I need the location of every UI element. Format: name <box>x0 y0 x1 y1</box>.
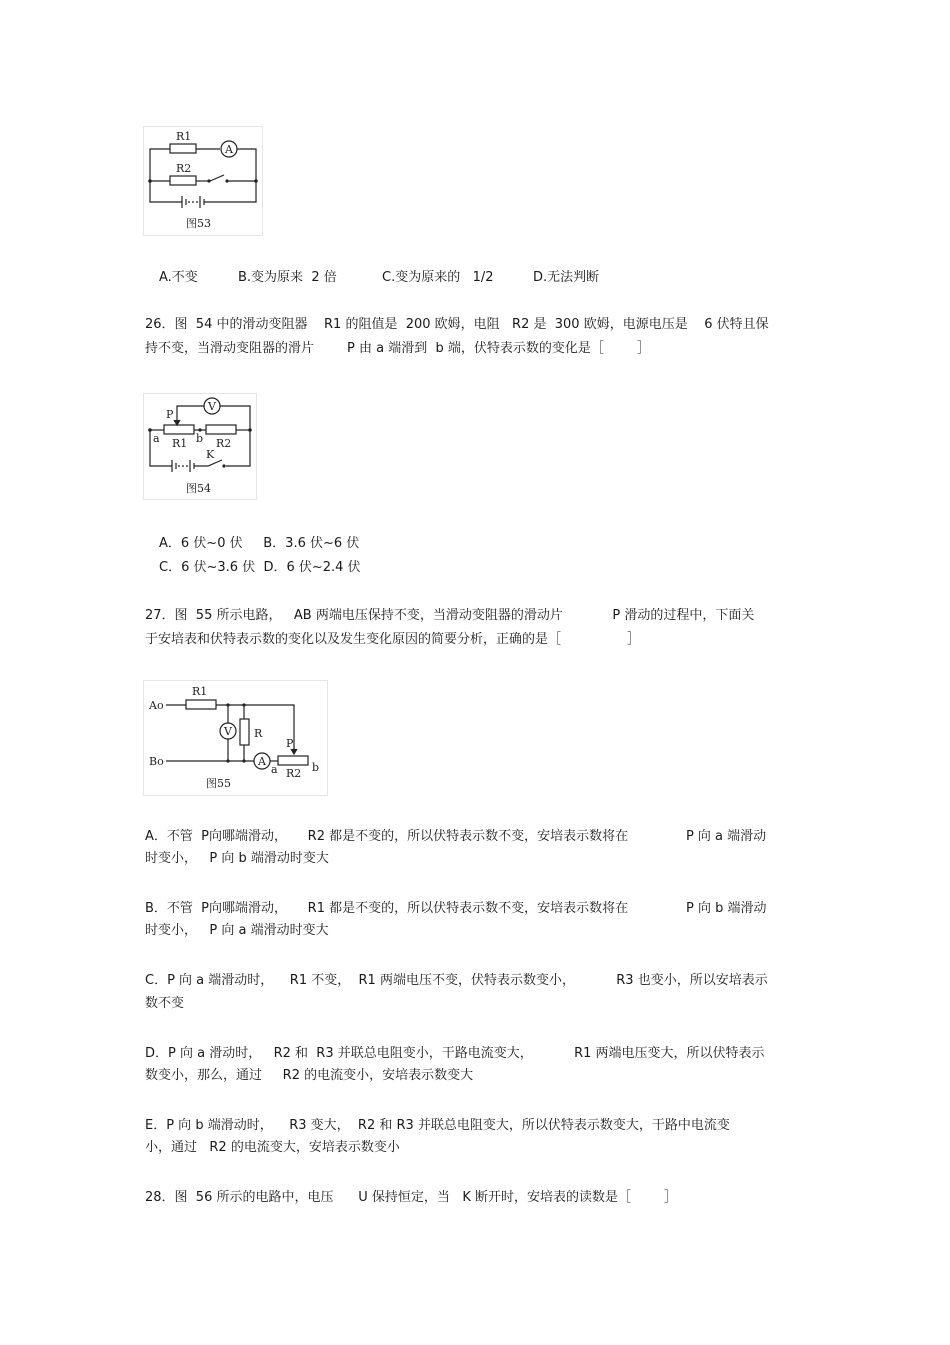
terminal-a: Ao <box>149 699 164 712</box>
label-k: K <box>206 448 215 461</box>
q27-option-d-line2: 数变小，那么，通过 R2 的电流变小，安培表示数变大 <box>145 1068 474 1083</box>
label-voltmeter: V <box>224 725 232 738</box>
label-a: a <box>271 763 278 776</box>
label-r2: R2 <box>176 162 192 175</box>
q25-option-a: A.不变 <box>159 270 198 285</box>
q27-option-b-line2: 时变小， P 向 a 端滑动时变大 <box>145 923 329 938</box>
q27-option-d-line1: D．P 向 a 滑动时， R2 和 R3 并联总电阻变小，干路电流变大， R1 两端电压变大，所以伏特表示 <box>145 1046 765 1061</box>
label-r1: R1 <box>192 685 208 698</box>
figure-55 <box>143 680 328 796</box>
label-voltmeter: V <box>208 400 216 413</box>
caption-55: 图55 <box>206 777 231 790</box>
label-r1: R1 <box>172 437 188 450</box>
q25-option-b: B.变为原来 2 倍 <box>238 270 337 285</box>
q27-text-line1: 27．图 55 所示电路， AB 两端电压保持不变，当滑动变阻器的滑动片 P 滑动的过程中，下面关 <box>145 608 755 623</box>
label-b: b <box>196 432 204 445</box>
figure-54 <box>143 393 257 500</box>
circuit-diagram-55 <box>144 681 327 795</box>
q25-option-c: C.变为原来的 1/2 <box>382 270 494 285</box>
q25-option-d: D.无法判断 <box>533 270 600 285</box>
figure-53 <box>143 126 263 236</box>
q27-option-a-line2: 时变小， P 向 b 端滑动时变大 <box>145 851 329 866</box>
q27-option-e-line1: E．P 向 b 端滑动时， R3 变大， R2 和 R3 并联总电阻变大，所以伏特表示数变大，干路中电流变 <box>145 1118 730 1133</box>
circuit-diagram-54 <box>144 394 256 499</box>
q27-option-c-line2: 数不变 <box>145 996 185 1011</box>
q27-option-e-line2: 小，通过 R2 的电流变大，安培表示数变小 <box>145 1140 400 1155</box>
label-a: a <box>153 432 160 445</box>
q26-text-line2: 持不变，当滑动变阻器的滑片 P 由 a 端滑到 b 端，伏特表示数的变化是［ ］ <box>145 341 650 356</box>
label-r2: R2 <box>216 437 232 450</box>
q28-text-line1: 28．图 56 所示的电路中，电压 U 保持恒定，当 K 断开时，安培表的读数是［ ］ <box>145 1190 678 1205</box>
q27-option-c-line1: C．P 向 a 端滑动时， R1 不变， R1 两端电压不变，伏特表示数变小， R3 也变小，所以安培表示 <box>145 973 768 988</box>
q27-option-a-line1: A．不管 P向哪端滑动， R2 都是不变的，所以伏特表示数不变，安培表示数将在 P 向 a 端滑动 <box>145 829 767 844</box>
label-ammeter: A <box>258 755 266 768</box>
terminal-b: Bo <box>149 755 164 768</box>
label-r: R <box>254 727 263 740</box>
label-p: P <box>166 408 174 421</box>
q26-text-line1: 26．图 54 中的滑动变阻器 R1 的阻值是 200 欧姆，电阻 R2 是 300 欧姆，电源电压是 6 伏特且保 <box>145 317 769 332</box>
label-p: P <box>286 737 294 750</box>
label-ammeter: A <box>225 143 233 156</box>
q26-options-row1: A．6 伏~0 伏 B．3.6 伏~6 伏 <box>159 536 360 551</box>
q26-options-row2: C．6 伏~3.6 伏 D．6 伏~2.4 伏 <box>159 560 361 575</box>
q27-option-b-line1: B．不管 P向哪端滑动， R1 都是不变的，所以伏特表示数不变，安培表示数将在 P 向 b 端滑动 <box>145 901 767 916</box>
caption-53: 图53 <box>186 217 211 230</box>
q27-text-line2: 于安培表和伏特表示数的变化以及发生变化原因的简要分析，正确的是［ ］ <box>145 632 641 647</box>
caption-54: 图54 <box>186 482 211 495</box>
label-r2: R2 <box>286 767 302 780</box>
label-r1: R1 <box>176 130 192 143</box>
label-b: b <box>312 761 320 774</box>
circuit-diagram-53 <box>144 127 262 235</box>
